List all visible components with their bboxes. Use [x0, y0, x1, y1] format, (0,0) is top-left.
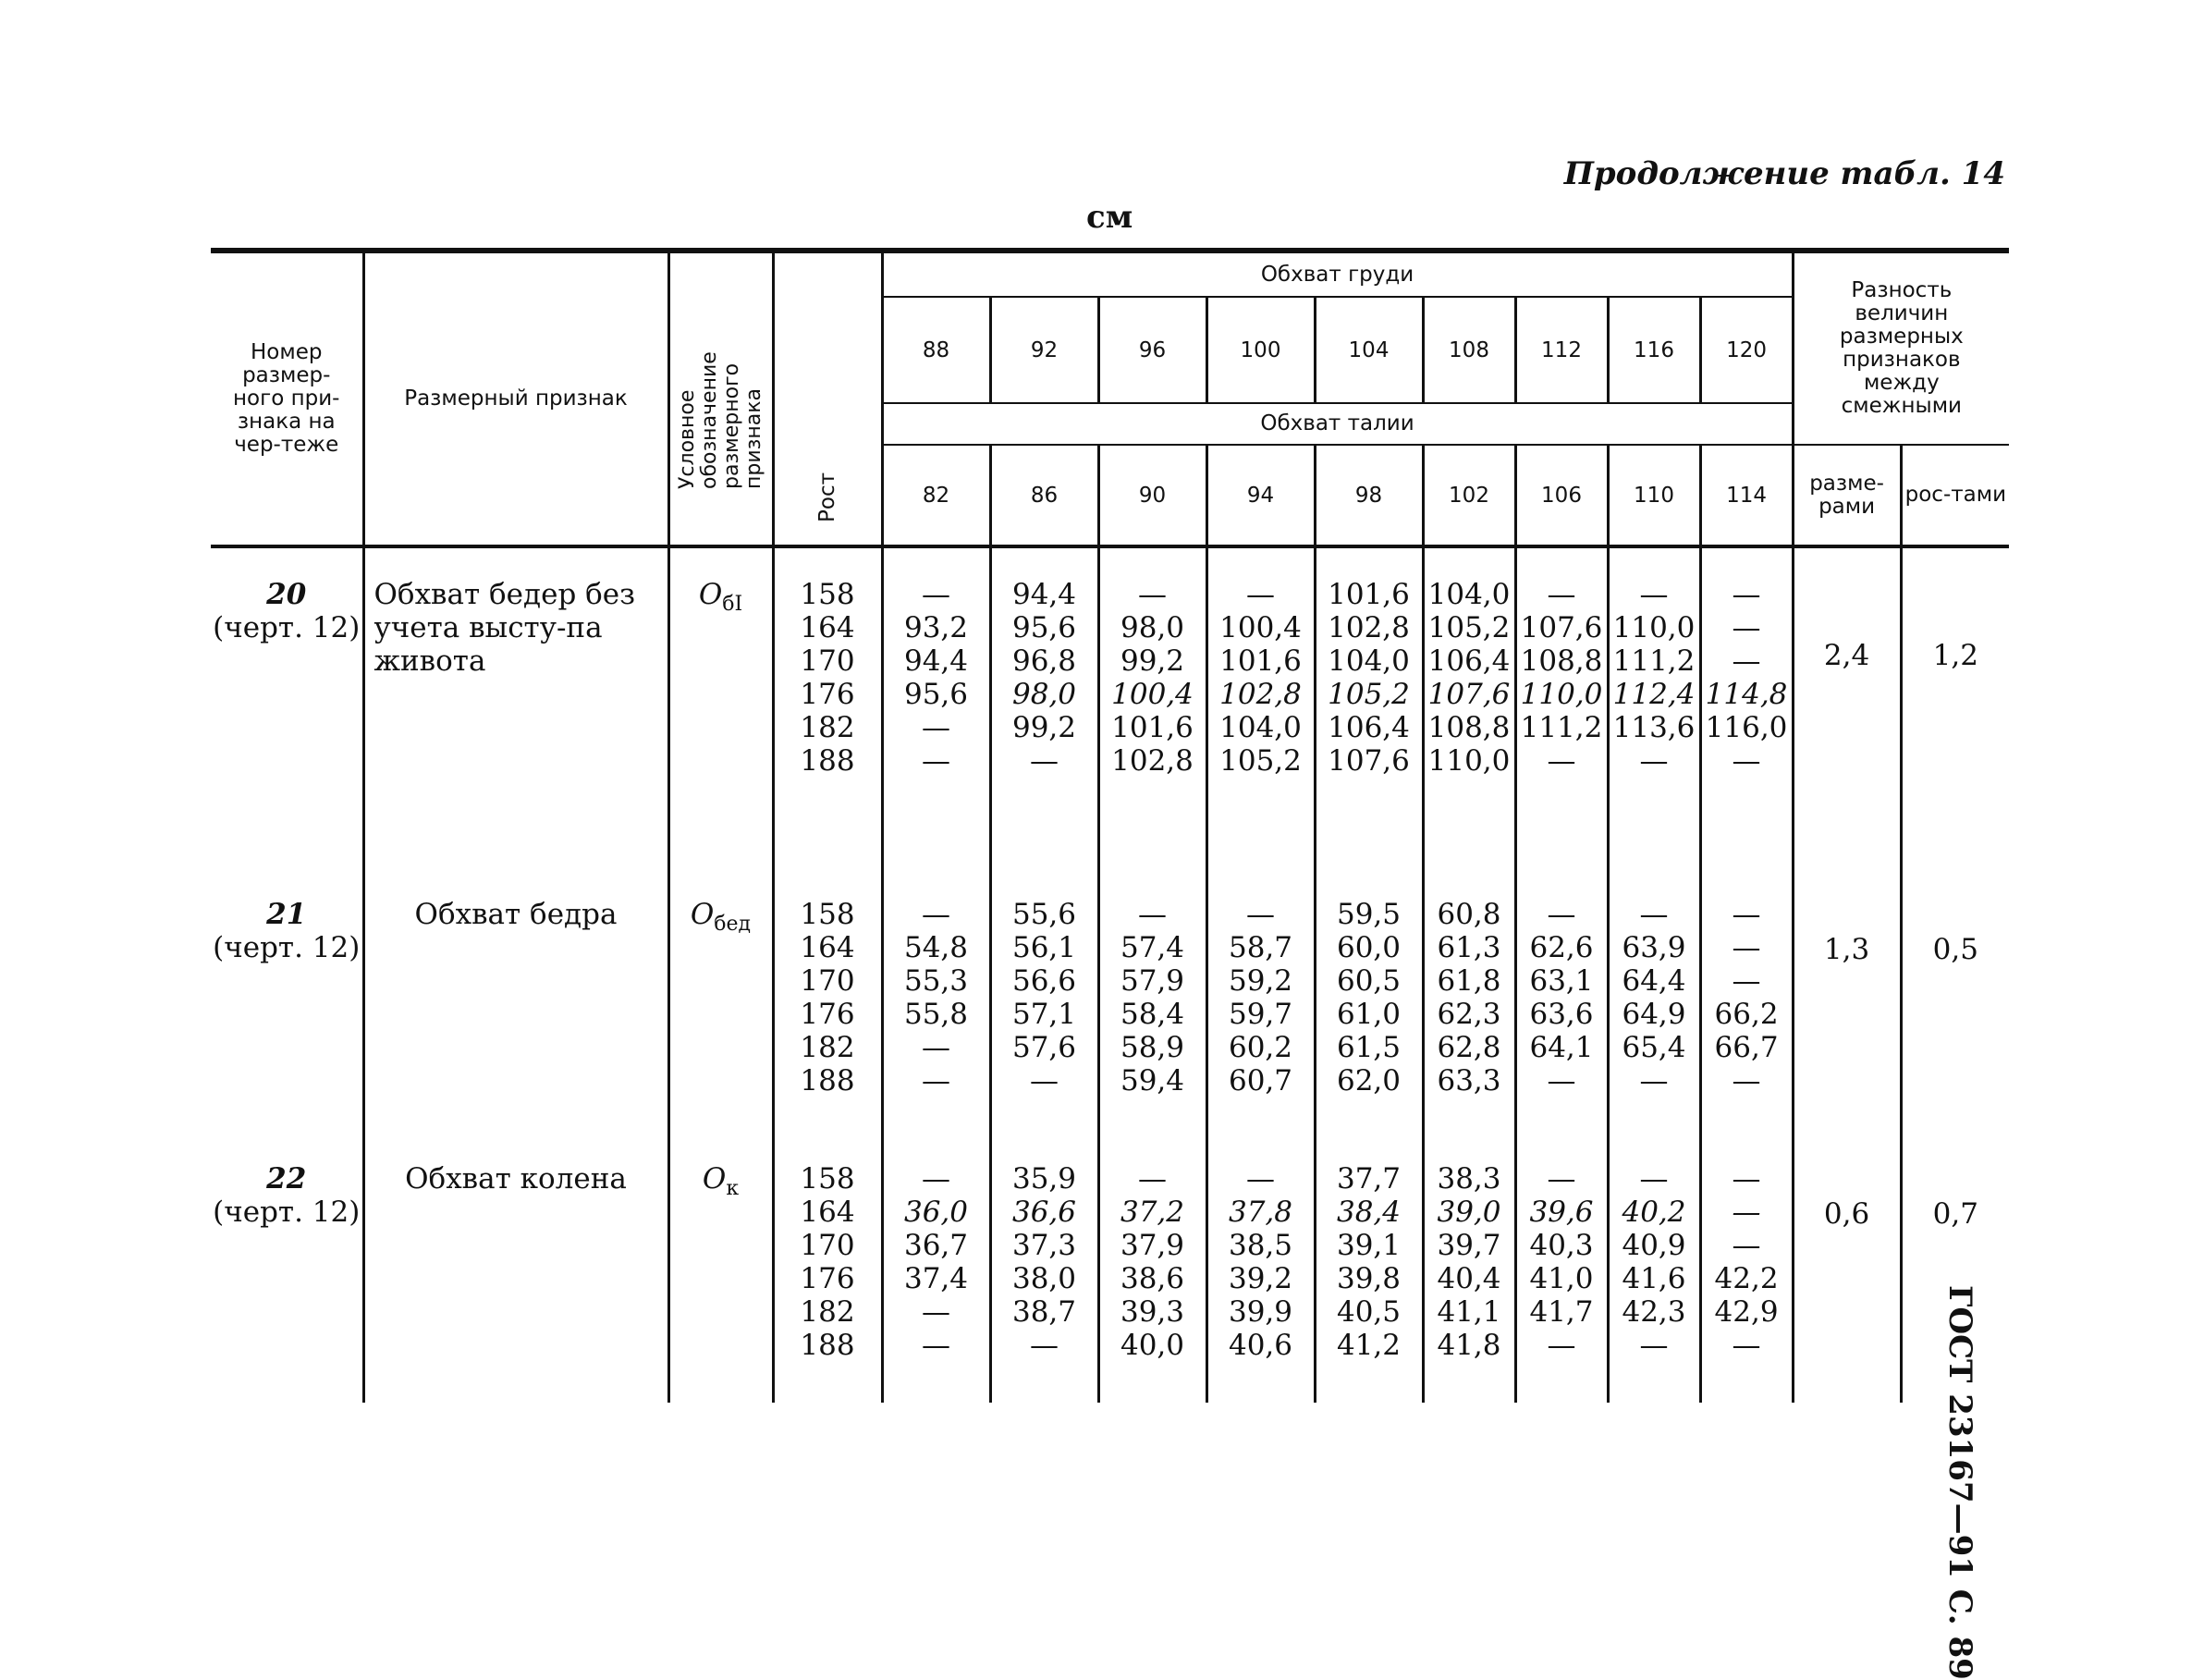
- symbol-subscript: бед: [714, 913, 752, 937]
- header-waist: Обхват талии: [882, 403, 1793, 445]
- height-value: 170: [800, 644, 855, 678]
- height-value: 158: [800, 898, 855, 931]
- measurement-value: 93,2: [903, 611, 969, 644]
- waist-value: 94: [1206, 445, 1315, 546]
- measurement-value: 63,9: [1622, 931, 1686, 964]
- measurement-value: —: [1138, 898, 1167, 931]
- measurement-value: 110,0: [1520, 678, 1603, 711]
- measurement-value: 62,0: [1336, 1064, 1402, 1098]
- measurement-value: 38,5: [1228, 1229, 1293, 1262]
- value-column: [1608, 546, 1700, 833]
- measurement-value: 100,4: [1111, 678, 1194, 711]
- measurement-value: 60,5: [1336, 964, 1402, 998]
- measurement-value: 111,2: [1520, 711, 1603, 744]
- measurement-value: —: [922, 1329, 950, 1362]
- measurement-value: 37,8: [1228, 1196, 1293, 1229]
- value-column: [882, 546, 990, 833]
- chest-value: 104: [1315, 297, 1423, 403]
- row-number-value: 22: [266, 1162, 307, 1196]
- measurement-value: 40,2: [1622, 1196, 1686, 1229]
- measurement-value: —: [1732, 1329, 1761, 1362]
- diff-sizes-value: 0,6: [1793, 1098, 1901, 1403]
- measurement-value: —: [1639, 1329, 1669, 1362]
- measurement-value: 59,7: [1228, 998, 1293, 1031]
- measurement-value: 61,0: [1336, 998, 1402, 1031]
- feature-name: Обхват бедра: [363, 833, 668, 1098]
- value-column: [1515, 833, 1608, 1098]
- measurement-value: 106,4: [1328, 711, 1410, 744]
- measurement-value: 104,0: [1427, 578, 1511, 611]
- measurement-value: 59,4: [1120, 1064, 1185, 1098]
- measurement-value: —: [1030, 1329, 1059, 1362]
- measurement-value: —: [1732, 931, 1761, 964]
- measurement-value: 96,8: [1011, 644, 1077, 678]
- measurement-value: 42,3: [1622, 1295, 1686, 1329]
- measurement-value: 95,6: [903, 678, 969, 711]
- measurement-value: —: [1732, 611, 1761, 644]
- measurement-value: 36,7: [903, 1229, 969, 1262]
- measurement-value: 38,3: [1437, 1162, 1501, 1196]
- measurement-value: 40,5: [1336, 1295, 1402, 1329]
- measurement-value: 59,2: [1228, 964, 1293, 998]
- chest-value: 116: [1608, 297, 1700, 403]
- unit-label: см: [1086, 199, 1133, 236]
- chest-value: 108: [1423, 297, 1515, 403]
- measurement-value: —: [1030, 744, 1059, 778]
- height-value: 158: [800, 1162, 855, 1196]
- measurement-value: 38,4: [1336, 1196, 1402, 1229]
- value-column: [1515, 546, 1608, 833]
- table-row: [211, 833, 2009, 1098]
- measurement-value: 54,8: [903, 931, 969, 964]
- measurement-value: —: [1732, 1229, 1761, 1262]
- measurement-value: —: [1732, 744, 1761, 778]
- diff-heights-value: 0,5: [1901, 833, 2009, 1098]
- row-number-value: 21: [266, 898, 307, 931]
- measurement-value: —: [1547, 898, 1576, 931]
- measurement-value: 106,4: [1427, 644, 1511, 678]
- measurement-value: 39,7: [1437, 1229, 1501, 1262]
- measurement-value: 39,3: [1120, 1295, 1185, 1329]
- measurement-value: 62,8: [1437, 1031, 1501, 1064]
- measurement-value: 112,4: [1612, 678, 1696, 711]
- feature-symbol: [668, 1098, 773, 1403]
- symbol-subscript: к: [726, 1177, 740, 1201]
- value-column: [1515, 1098, 1608, 1403]
- measurement-value: —: [922, 744, 950, 778]
- waist-value: 98: [1315, 445, 1423, 546]
- row-drawing-ref: (черт. 12): [213, 611, 361, 644]
- measurement-value: 108,8: [1520, 644, 1603, 678]
- measurement-value: 37,9: [1120, 1229, 1185, 1262]
- height-value: 182: [800, 711, 855, 744]
- measurement-value: 113,6: [1612, 711, 1696, 744]
- height-value: 182: [800, 1031, 855, 1064]
- measurement-value: 64,4: [1622, 964, 1686, 998]
- header-feature: Размерный признак: [363, 251, 668, 546]
- header-diff-heights: рос-тами: [1901, 445, 2009, 546]
- value-column: [1098, 833, 1206, 1098]
- measurement-value: 41,8: [1437, 1329, 1501, 1362]
- measurement-value: 37,2: [1120, 1196, 1185, 1229]
- value-column: [1098, 546, 1206, 833]
- measurement-value: 55,3: [903, 964, 969, 998]
- measurement-value: 57,6: [1011, 1031, 1077, 1064]
- value-column: [1098, 1098, 1206, 1403]
- header-symbol: Условное обозначение размерного признака: [668, 251, 773, 546]
- measurement-value: 36,6: [1011, 1196, 1077, 1229]
- measurement-value: 39,9: [1228, 1295, 1293, 1329]
- measurement-value: 99,2: [1011, 711, 1077, 744]
- symbol-main: О: [690, 898, 715, 931]
- height-value: 158: [800, 578, 855, 611]
- height-column: [773, 833, 882, 1098]
- measurement-value: 40,3: [1529, 1229, 1594, 1262]
- measurement-value: —: [1547, 1064, 1576, 1098]
- measurement-value: 65,4: [1622, 1031, 1686, 1064]
- measurement-value: 57,9: [1120, 964, 1185, 998]
- measurement-value: 104,0: [1219, 711, 1302, 744]
- measurement-value: 56,1: [1011, 931, 1077, 964]
- measurement-value: 41,2: [1336, 1329, 1402, 1362]
- measurement-value: 66,7: [1714, 1031, 1779, 1064]
- waist-value: 86: [990, 445, 1098, 546]
- value-column: [1700, 833, 1793, 1098]
- symbol-main: О: [702, 1162, 727, 1196]
- feature-name: Обхват колена: [363, 1098, 668, 1403]
- measurement-value: 63,6: [1529, 998, 1594, 1031]
- measurement-value: 41,7: [1529, 1295, 1594, 1329]
- measurement-value: —: [1639, 744, 1669, 778]
- measurement-value: 98,0: [1011, 678, 1077, 711]
- measurement-value: —: [1138, 1162, 1167, 1196]
- measurement-value: —: [922, 1064, 950, 1098]
- value-column: [1423, 833, 1515, 1098]
- value-column: [990, 833, 1098, 1098]
- measurement-value: 55,6: [1011, 898, 1077, 931]
- value-column: [1608, 833, 1700, 1098]
- measurement-value: 107,6: [1427, 678, 1511, 711]
- measurement-value: 37,3: [1011, 1229, 1077, 1262]
- measurement-value: 41,1: [1437, 1295, 1501, 1329]
- measurement-value: 38,6: [1120, 1262, 1185, 1295]
- value-column: [1315, 1098, 1423, 1403]
- measurement-value: 61,3: [1437, 931, 1501, 964]
- height-value: 176: [800, 998, 855, 1031]
- measurement-value: 37,7: [1336, 1162, 1402, 1196]
- measurement-value: —: [1246, 898, 1275, 931]
- height-value: 164: [800, 931, 855, 964]
- measurement-table: [211, 248, 2009, 1403]
- measurement-value: 58,4: [1120, 998, 1185, 1031]
- chest-value: 96: [1098, 297, 1206, 403]
- header-chest: Обхват груди: [882, 251, 1793, 297]
- height-value: 176: [800, 678, 855, 711]
- measurement-value: 104,0: [1328, 644, 1410, 678]
- value-column: [1608, 1098, 1700, 1403]
- value-column: [882, 1098, 990, 1403]
- measurement-value: 101,6: [1111, 711, 1194, 744]
- measurement-value: 56,6: [1011, 964, 1077, 998]
- measurement-value: 100,4: [1219, 611, 1302, 644]
- header-diff-sizes: разме-рами: [1793, 445, 1901, 546]
- waist-value: 102: [1423, 445, 1515, 546]
- chest-value: 88: [882, 297, 990, 403]
- measurement-value: 39,0: [1437, 1196, 1501, 1229]
- measurement-value: 62,6: [1529, 931, 1594, 964]
- row-number: [211, 833, 363, 1098]
- measurement-value: 66,2: [1714, 998, 1779, 1031]
- measurement-value: —: [1246, 578, 1275, 611]
- value-column: [990, 546, 1098, 833]
- measurement-value: 60,7: [1228, 1064, 1293, 1098]
- measurement-value: —: [1639, 578, 1669, 611]
- diff-heights-value: 0,7: [1901, 1098, 2009, 1403]
- measurement-value: 37,4: [903, 1262, 969, 1295]
- row-number: [211, 546, 363, 833]
- measurement-value: —: [1732, 578, 1761, 611]
- measurement-value: 39,8: [1336, 1262, 1402, 1295]
- measurement-value: —: [1547, 578, 1576, 611]
- measurement-value: 114,8: [1705, 678, 1788, 711]
- value-column: [1206, 833, 1315, 1098]
- measurement-value: 61,8: [1437, 964, 1501, 998]
- measurement-value: 107,6: [1328, 744, 1410, 778]
- measurement-value: 99,2: [1120, 644, 1185, 678]
- measurement-value: 102,8: [1111, 744, 1194, 778]
- value-column: [882, 833, 990, 1098]
- measurement-value: —: [1732, 1064, 1761, 1098]
- diff-heights-value: 1,2: [1901, 546, 2009, 833]
- measurement-value: —: [1639, 1162, 1669, 1196]
- measurement-value: —: [922, 898, 950, 931]
- measurement-value: —: [1547, 744, 1576, 778]
- value-column: [1700, 1098, 1793, 1403]
- symbol-subscript: бI: [722, 593, 743, 617]
- chest-value: 112: [1515, 297, 1608, 403]
- chest-value: 100: [1206, 297, 1315, 403]
- measurement-value: —: [922, 578, 950, 611]
- value-column: [1315, 546, 1423, 833]
- measurement-value: —: [1732, 644, 1761, 678]
- measurement-value: —: [922, 1295, 950, 1329]
- diff-sizes-value: 2,4: [1793, 546, 1901, 833]
- measurement-value: —: [922, 1162, 950, 1196]
- measurement-value: 38,0: [1011, 1262, 1077, 1295]
- measurement-value: 101,6: [1328, 578, 1410, 611]
- measurement-value: 41,0: [1529, 1262, 1594, 1295]
- measurement-value: 105,2: [1328, 678, 1410, 711]
- measurement-value: 41,6: [1622, 1262, 1686, 1295]
- measurement-value: 64,1: [1529, 1031, 1594, 1064]
- measurement-value: —: [1732, 964, 1761, 998]
- measurement-value: 38,7: [1011, 1295, 1077, 1329]
- measurement-value: 111,2: [1612, 644, 1696, 678]
- diff-sizes-value: 1,3: [1793, 833, 1901, 1098]
- measurement-value: —: [1246, 1162, 1275, 1196]
- measurement-value: —: [1732, 898, 1761, 931]
- measurement-value: 39,2: [1228, 1262, 1293, 1295]
- measurement-value: —: [1732, 1196, 1761, 1229]
- value-column: [1206, 546, 1315, 833]
- measurement-value: 57,1: [1011, 998, 1077, 1031]
- measurement-value: 42,2: [1714, 1262, 1779, 1295]
- value-column: [1206, 1098, 1315, 1403]
- measurement-value: 58,7: [1228, 931, 1293, 964]
- measurement-value: 57,4: [1120, 931, 1185, 964]
- height-value: 170: [800, 964, 855, 998]
- measurement-value: 102,8: [1219, 678, 1302, 711]
- measurement-value: 110,0: [1427, 744, 1511, 778]
- height-column: [773, 546, 882, 833]
- value-column: [1315, 833, 1423, 1098]
- symbol-main: О: [698, 578, 723, 611]
- measurement-value: 105,2: [1427, 611, 1511, 644]
- side-page-note: ГОСТ 23167—91 С. 89: [1941, 1285, 1978, 1680]
- measurement-value: 101,6: [1219, 644, 1302, 678]
- header-diff: Разность величин размерных признаков между смежными: [1793, 251, 2009, 445]
- measurement-value: —: [1732, 1162, 1761, 1196]
- waist-value: 106: [1515, 445, 1608, 546]
- measurement-value: 63,3: [1437, 1064, 1501, 1098]
- measurement-value: 105,2: [1219, 744, 1302, 778]
- measurement-value: 60,2: [1228, 1031, 1293, 1064]
- measurement-value: —: [1639, 1064, 1669, 1098]
- waist-value: 110: [1608, 445, 1700, 546]
- table-body: [211, 546, 2009, 1403]
- height-value: 188: [800, 1064, 855, 1098]
- chest-value: 120: [1700, 297, 1793, 403]
- waist-value: 90: [1098, 445, 1206, 546]
- measurement-value: 107,6: [1520, 611, 1603, 644]
- feature-name: Обхват бедер без учета высту-па живота: [363, 546, 668, 833]
- value-column: [1423, 546, 1515, 833]
- measurement-value: 40,4: [1437, 1262, 1501, 1295]
- value-column: [1700, 546, 1793, 833]
- measurement-value: —: [922, 1031, 950, 1064]
- value-column: [990, 1098, 1098, 1403]
- height-value: 176: [800, 1262, 855, 1295]
- measurement-value: 55,8: [903, 998, 969, 1031]
- header-number: Номер размер-ного при-знака на чер-теже: [211, 251, 363, 546]
- continuation-caption: Продолжение табл. 14: [1563, 155, 2005, 192]
- measurement-value: 42,9: [1714, 1295, 1779, 1329]
- height-value: 170: [800, 1229, 855, 1262]
- measurement-value: —: [1547, 1329, 1576, 1362]
- header-height: Рост: [773, 251, 882, 546]
- measurement-value: 116,0: [1705, 711, 1788, 744]
- measurement-value: 35,9: [1011, 1162, 1077, 1196]
- value-column: [1423, 1098, 1515, 1403]
- height-value: 188: [800, 1329, 855, 1362]
- measurement-value: —: [1030, 1064, 1059, 1098]
- waist-value: 82: [882, 445, 990, 546]
- chest-value: 92: [990, 297, 1098, 403]
- measurement-value: 95,6: [1011, 611, 1077, 644]
- measurement-value: 39,6: [1529, 1196, 1594, 1229]
- measurement-value: —: [922, 711, 950, 744]
- height-value: 164: [800, 1196, 855, 1229]
- measurement-value: 62,3: [1437, 998, 1501, 1031]
- height-value: 164: [800, 611, 855, 644]
- measurement-value: 40,9: [1622, 1229, 1686, 1262]
- measurement-value: —: [1138, 578, 1167, 611]
- row-number-value: 20: [266, 578, 307, 611]
- feature-symbol: [668, 546, 773, 833]
- table-row: [211, 1098, 2009, 1403]
- measurement-value: 36,0: [903, 1196, 969, 1229]
- row-drawing-ref: (черт. 12): [213, 1196, 361, 1229]
- measurement-value: 59,5: [1336, 898, 1402, 931]
- waist-value: 114: [1700, 445, 1793, 546]
- measurement-value: 60,0: [1336, 931, 1402, 964]
- height-value: 188: [800, 744, 855, 778]
- measurement-value: 110,0: [1612, 611, 1696, 644]
- measurement-value: 60,8: [1437, 898, 1501, 931]
- table-row: [211, 546, 2009, 833]
- measurement-value: 39,1: [1336, 1229, 1402, 1262]
- measurement-value: 40,0: [1120, 1329, 1185, 1362]
- measurement-value: —: [1547, 1162, 1576, 1196]
- row-drawing-ref: (черт. 12): [213, 931, 361, 964]
- measurement-value: 94,4: [903, 644, 969, 678]
- measurement-value: 61,5: [1336, 1031, 1402, 1064]
- measurement-value: 63,1: [1529, 964, 1594, 998]
- measurement-value: 102,8: [1328, 611, 1410, 644]
- measurement-value: 40,6: [1228, 1329, 1293, 1362]
- height-column: [773, 1098, 882, 1403]
- measurement-value: 98,0: [1120, 611, 1185, 644]
- measurement-value: 64,9: [1622, 998, 1686, 1031]
- measurement-value: 94,4: [1011, 578, 1077, 611]
- feature-symbol: [668, 833, 773, 1098]
- height-value: 182: [800, 1295, 855, 1329]
- measurement-value: 108,8: [1427, 711, 1511, 744]
- measurement-value: —: [1639, 898, 1669, 931]
- measurement-value: 58,9: [1120, 1031, 1185, 1064]
- row-number: [211, 1098, 363, 1403]
